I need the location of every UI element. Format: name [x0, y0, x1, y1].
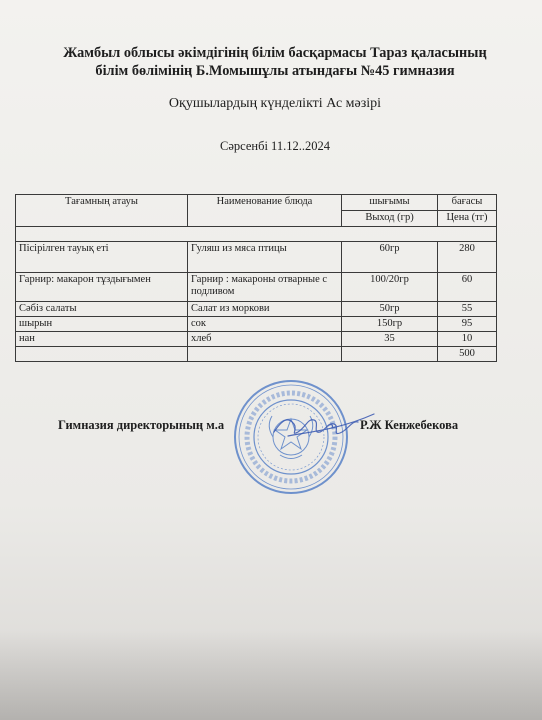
menu-table: [15, 194, 497, 362]
table-total-row: [16, 347, 497, 362]
dish-kz: Пісірілген тауық еті: [16, 242, 188, 273]
total-price: 500: [438, 347, 497, 362]
header-price-ru: Цена (тг): [438, 211, 497, 227]
table-row: [16, 242, 497, 273]
dish-ru: Салат из моркови: [188, 302, 342, 317]
table-row: [16, 273, 497, 302]
table-spacer-row: [16, 227, 497, 242]
dish-price: 280: [438, 242, 497, 273]
menu-subtitle: Оқушылардың күнделікті Ас мәзірі: [168, 96, 382, 111]
director-name: Р.Ж Кенжебекова: [360, 418, 459, 432]
dish-price: 55: [438, 302, 497, 317]
table-row: [16, 332, 497, 347]
director-title: Гимназия директорының м.а: [58, 418, 225, 432]
table-row: [16, 317, 497, 332]
dish-price: 95: [438, 317, 497, 332]
header-line-1: Жамбыл облысы әкімдігінің білім басқармасы Тараз қаласының: [63, 45, 487, 61]
dish-output: 35: [342, 332, 438, 347]
dish-output: 150гр: [342, 317, 438, 332]
header-ru-name: Наименование блюда: [188, 195, 342, 227]
menu-date: Сәрсенбі 11.12..2024: [220, 139, 330, 153]
dish-ru: сок: [188, 317, 342, 332]
dish-kz: шырын: [16, 317, 188, 332]
header-price-kz: бағасы: [438, 195, 497, 211]
header-output-ru: Выход (гр): [342, 211, 438, 227]
header-kz-name: Тағамның атауы: [16, 195, 188, 227]
table-header-row: [16, 195, 497, 211]
dish-price: 60: [438, 273, 497, 302]
dish-output: 100/20гр: [342, 273, 438, 302]
dish-ru: Гарнир : макароны отварные с подливом: [188, 273, 342, 302]
dish-ru: Гуляш из мяса птицы: [188, 242, 342, 273]
table-row: [16, 302, 497, 317]
dish-price: 10: [438, 332, 497, 347]
dish-kz: Гарнир: макарон тұздығымен: [16, 273, 188, 302]
dish-kz: Сәбіз салаты: [16, 302, 188, 317]
dish-output: 60гр: [342, 242, 438, 273]
dish-output: 50гр: [342, 302, 438, 317]
header-line-2: білім бөлімінің Б.Момышұлы атындағы №45 гимназия: [95, 63, 455, 79]
dish-kz: нан: [16, 332, 188, 347]
header-output-kz: шығымы: [342, 195, 438, 211]
dish-ru: хлеб: [188, 332, 342, 347]
